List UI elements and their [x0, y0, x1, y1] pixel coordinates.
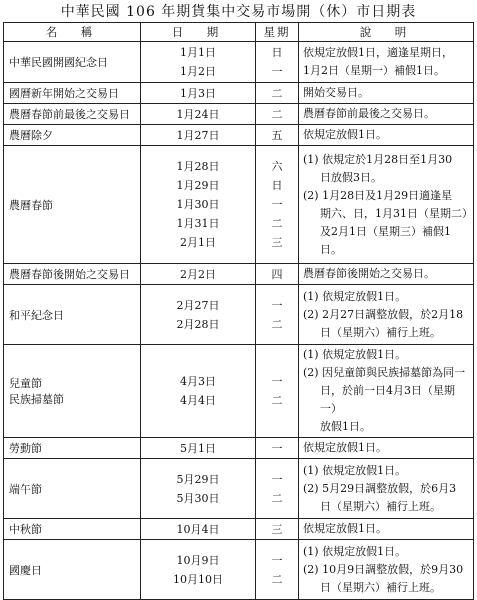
note-line: (1) 依規定放假1日。 [303, 463, 407, 477]
holiday-weekdays [256, 438, 299, 459]
weekday-value: 二 [271, 217, 283, 230]
weekday-value: 日 [271, 179, 283, 192]
document-title: 中華民國 106 年期貨集中交易市場開（休）市日期表 [60, 4, 417, 20]
note-line: 依規定放假1日。 [303, 128, 387, 141]
note-line: (1) 依規定於1月28日至1月30 [303, 152, 453, 166]
weekday-value: 一 [271, 375, 283, 388]
date-value: 5月30日 [176, 491, 220, 505]
date-value: 1月2日 [180, 65, 216, 78]
holiday-name [4, 345, 141, 438]
holiday-note [299, 285, 474, 345]
note-line: (2) 因兒童節與民族掃墓節為同一 [303, 366, 466, 379]
holiday-dates [141, 519, 256, 540]
table-row [4, 83, 474, 104]
holiday-weekdays [256, 146, 299, 264]
header-name: 名 稱 [4, 23, 141, 42]
weekday-value: 一 [271, 65, 283, 78]
note-line: 依規定放假1日。 [303, 441, 387, 454]
note-line: 放假1日。 [320, 420, 371, 433]
date-value: 1月24日 [176, 107, 220, 121]
date-value: 4月4日 [180, 394, 216, 407]
weekday-value: 六 [271, 160, 283, 173]
weekday-value: 一 [271, 553, 283, 567]
weekday-value: 二 [271, 317, 283, 331]
note-line: 日。 [320, 242, 342, 256]
header-week: 星期 [256, 23, 299, 42]
note-line: (1) 依規定放假1日。 [303, 544, 407, 558]
holiday-name [4, 540, 141, 600]
date-value: 5月1日 [180, 441, 216, 455]
holiday-name [4, 42, 141, 83]
weekday-value: 三 [271, 236, 283, 249]
holiday-note [299, 459, 474, 519]
date-value: 1月29日 [176, 179, 220, 192]
holiday-name [4, 519, 141, 540]
holiday-weekdays [256, 459, 299, 519]
weekday-value: 三 [271, 522, 283, 536]
table-row [4, 264, 474, 285]
holiday-name [4, 83, 141, 104]
header-row [4, 23, 474, 42]
table-row [4, 125, 474, 146]
holiday-weekdays [256, 104, 299, 125]
holiday-note [299, 104, 474, 125]
note-line: 日放假3日。 [320, 170, 382, 184]
holiday-name-line: 國曆新年開始之交易日 [9, 87, 119, 100]
holiday-name-line: 民族掃墓節 [9, 393, 64, 406]
date-value: 1月31日 [176, 217, 220, 230]
holiday-name-line: 農曆除夕 [9, 129, 53, 142]
note-line: 依規定放假1日。 [303, 522, 387, 535]
weekday-value: 二 [271, 572, 283, 586]
weekday-value: 日 [271, 46, 283, 59]
date-value: 2月2日 [180, 267, 216, 281]
date-value: 1月1日 [180, 46, 216, 59]
holiday-weekdays [256, 519, 299, 540]
holiday-dates [141, 459, 256, 519]
date-value: 5月29日 [176, 472, 220, 486]
holiday-name-line: 兒童節 [9, 377, 42, 390]
table-row [4, 285, 474, 345]
date-value: 10月9日 [176, 553, 220, 567]
table-row [4, 540, 474, 600]
holiday-dates [141, 42, 256, 83]
holiday-dates [141, 264, 256, 285]
note-line: 日（星期六）補行上班。 [320, 499, 441, 513]
note-line: 農曆春節後開始之交易日。 [303, 267, 435, 280]
holiday-dates [141, 83, 256, 104]
weekday-value: 一 [271, 472, 283, 486]
date-value: 4月3日 [180, 375, 216, 388]
holiday-name-line: 農曆春節前最後之交易日 [9, 108, 130, 121]
note-line: (1) 依規定放假1日。 [303, 348, 407, 361]
date-value: 1月30日 [176, 198, 220, 211]
holiday-note [299, 345, 474, 438]
note-line: (1) 依規定放假1日。 [303, 289, 407, 303]
holiday-name [4, 125, 141, 146]
date-value: 1月27日 [176, 128, 220, 142]
date-value: 2月1日 [180, 236, 216, 249]
weekday-value: 二 [271, 86, 283, 100]
date-value: 1月3日 [180, 86, 216, 100]
note-line: 農曆春節前最後之交易日。 [303, 107, 435, 120]
date-value: 10月10日 [173, 572, 223, 586]
holiday-note [299, 519, 474, 540]
holiday-dates [141, 540, 256, 600]
holiday-weekdays [256, 264, 299, 285]
holiday-note [299, 438, 474, 459]
table-row [4, 459, 474, 519]
holiday-name-line: 農曆春節後開始之交易日 [9, 268, 130, 281]
table-row [4, 345, 474, 438]
table-row [4, 42, 474, 83]
holiday-note [299, 83, 474, 104]
header-note: 說 明 [299, 23, 474, 42]
note-line: 日（星期六）補行上班。 [320, 325, 441, 339]
holiday-name-line: 農曆春節 [9, 198, 53, 212]
note-line: 及2月1日（星期三）補假1 [320, 224, 451, 238]
holiday-weekdays [256, 42, 299, 83]
note-line: 依規定放假1日，適逢星期日， [303, 46, 453, 59]
holiday-weekdays [256, 540, 299, 600]
date-value: 1月28日 [176, 160, 220, 173]
holiday-name-line: 端午節 [9, 482, 42, 496]
holiday-weekdays [256, 345, 299, 438]
weekday-value: 二 [271, 394, 283, 407]
table-row [4, 438, 474, 459]
holiday-note [299, 125, 474, 146]
holiday-dates [141, 438, 256, 459]
holiday-name-line: 和平紀念日 [9, 308, 64, 322]
holiday-dates [141, 104, 256, 125]
weekday-value: 一 [271, 441, 283, 455]
holiday-note [299, 264, 474, 285]
holiday-dates [141, 285, 256, 345]
holiday-name [4, 285, 141, 345]
holiday-dates [141, 146, 256, 264]
holiday-note [299, 42, 474, 83]
note-line: (2) 1月28日及1月29日適逢星 [303, 188, 453, 202]
weekday-value: 四 [271, 267, 283, 281]
holiday-name [4, 438, 141, 459]
holiday-dates [141, 125, 256, 146]
note-line: 日，於前一日4月3日（星期一） [320, 384, 455, 415]
date-value: 10月4日 [176, 522, 220, 536]
holiday-name [4, 459, 141, 519]
holiday-note [299, 146, 474, 264]
weekday-value: 一 [271, 198, 283, 211]
holiday-dates [141, 345, 256, 438]
table-body [4, 42, 474, 600]
weekday-value: 二 [271, 491, 283, 505]
weekday-value: 五 [271, 128, 283, 142]
note-line: 期六、日，1月31日（星期二） [320, 206, 473, 220]
holiday-note [299, 540, 474, 600]
schedule-table [3, 22, 474, 600]
table-row [4, 146, 474, 264]
header-date: 日 期 [141, 23, 256, 42]
table-row [4, 104, 474, 125]
date-value: 2月27日 [176, 298, 220, 312]
date-value: 2月28日 [176, 317, 220, 331]
note-line: (2) 10月9日調整放假，於9月30 [303, 562, 464, 576]
note-line: (2) 2月27日調整放假，於2月18 [303, 307, 464, 321]
holiday-name-line: 中華民國開國紀念日 [9, 56, 108, 69]
note-line: 1月2日（星期一）補假1日。 [303, 64, 445, 77]
holiday-weekdays [256, 125, 299, 146]
holiday-name [4, 104, 141, 125]
holiday-name-line: 國慶日 [9, 563, 42, 577]
note-line: (2) 5月29日調整放假，於6月3 [303, 481, 457, 495]
holiday-name-line: 勞動節 [9, 442, 42, 455]
holiday-name [4, 146, 141, 264]
holiday-name-line: 中秋節 [9, 523, 42, 536]
holiday-weekdays [256, 285, 299, 345]
holiday-weekdays [256, 83, 299, 104]
weekday-value: 二 [271, 107, 283, 121]
note-line: 日（星期六）補行上班。 [320, 580, 441, 594]
weekday-value: 一 [271, 298, 283, 312]
note-line: 開始交易日。 [303, 86, 369, 99]
holiday-name [4, 264, 141, 285]
table-row [4, 519, 474, 540]
